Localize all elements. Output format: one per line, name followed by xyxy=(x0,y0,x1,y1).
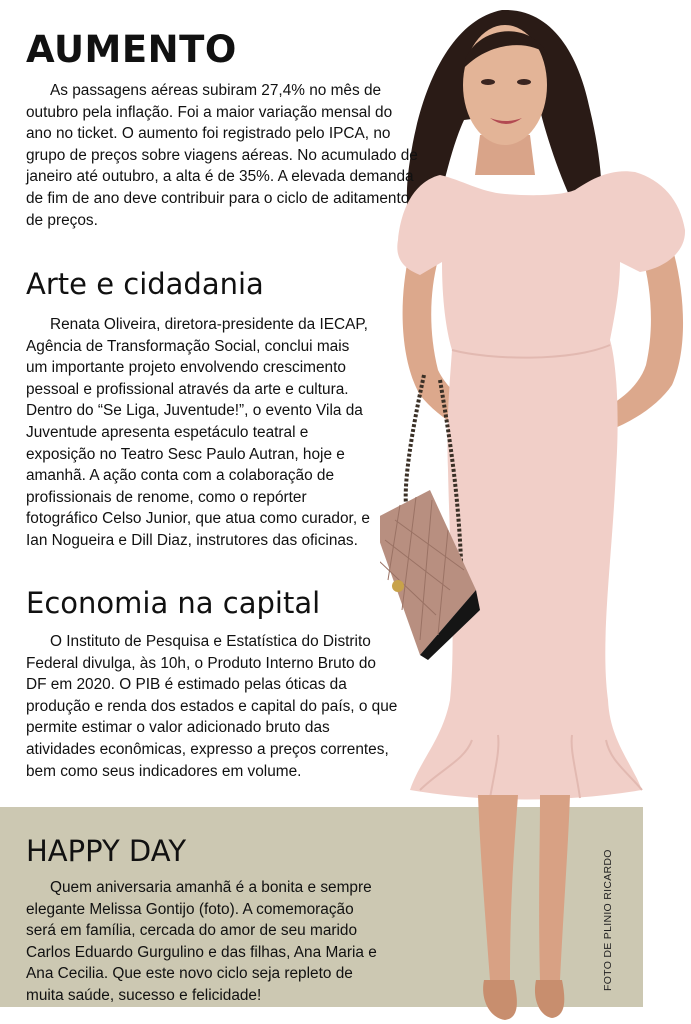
section-aumento xyxy=(26,30,421,231)
section-arte xyxy=(26,267,421,552)
arte-heading: Arte e cidadania xyxy=(26,267,264,301)
dress xyxy=(397,171,685,799)
section-happy-day xyxy=(26,834,421,1007)
economia-heading: Economia na capital xyxy=(26,586,321,620)
aumento-heading: AUMENTO xyxy=(26,28,237,71)
section-economia xyxy=(26,586,421,782)
happy-day-heading: HAPPY DAY xyxy=(26,834,187,868)
aumento-body: As passagens aéreas subiram 27,4% no mês de outubro pela inflação. Foi a maior variação mensal do ano no ticket. O aumento foi registrado pelo IPCA, no grupo de preços sobre viagens aéreas. No acumulado de janeiro até outubro, a alta é de 35%. A elevada demanda de fim de ano deve contribuir para o ciclo de aditamento de preços. xyxy=(26,82,418,229)
arte-body: Renata Oliveira, diretora-presidente da IECAP, Agência de Transformação Social, conclui mais um importante projeto envolvendo crescimento pessoal e profissional através da arte e cultura. Dentro do “Se Liga, Juventude!”, o evento Vila da Juventude apresenta espetáculo teatral e exposição no Teatro Sesc Paulo Autran, hoje e amanhã. A ação conta com a colaboração de profissionais de renome, como o repórter fotográfico Celso Junior, que atua como curador, e Ian Nogueira e Dill Diaz, instrutores das oficinas. xyxy=(26,316,370,549)
portrait-photo xyxy=(380,0,691,1024)
photo-credit: FOTO DE PLINIO RICARDO xyxy=(602,849,614,991)
happy-day-body: Quem aniversaria amanhã é a bonita e sempre elegante Melissa Gontijo (foto). A comemoração será em família, cercada do amor de seu marido Carlos Eduardo Gurgulino e das filhas, Ana Maria e Ana Cecilia. Que este novo ciclo seja repleto de muita saúde, sucesso e felicidade! xyxy=(26,879,377,1004)
economia-body: O Instituto de Pesquisa e Estatística do Distrito Federal divulga, às 10h, o Produto Interno Bruto do DF em 2020. O PIB é estimado pelas óticas da produção e renda dos estados e capital do país, o que permite estimar o valor adicionado bruto das atividades econômicas, expresso a preços correntes, bem como seus indicadores em volume. xyxy=(26,633,398,780)
